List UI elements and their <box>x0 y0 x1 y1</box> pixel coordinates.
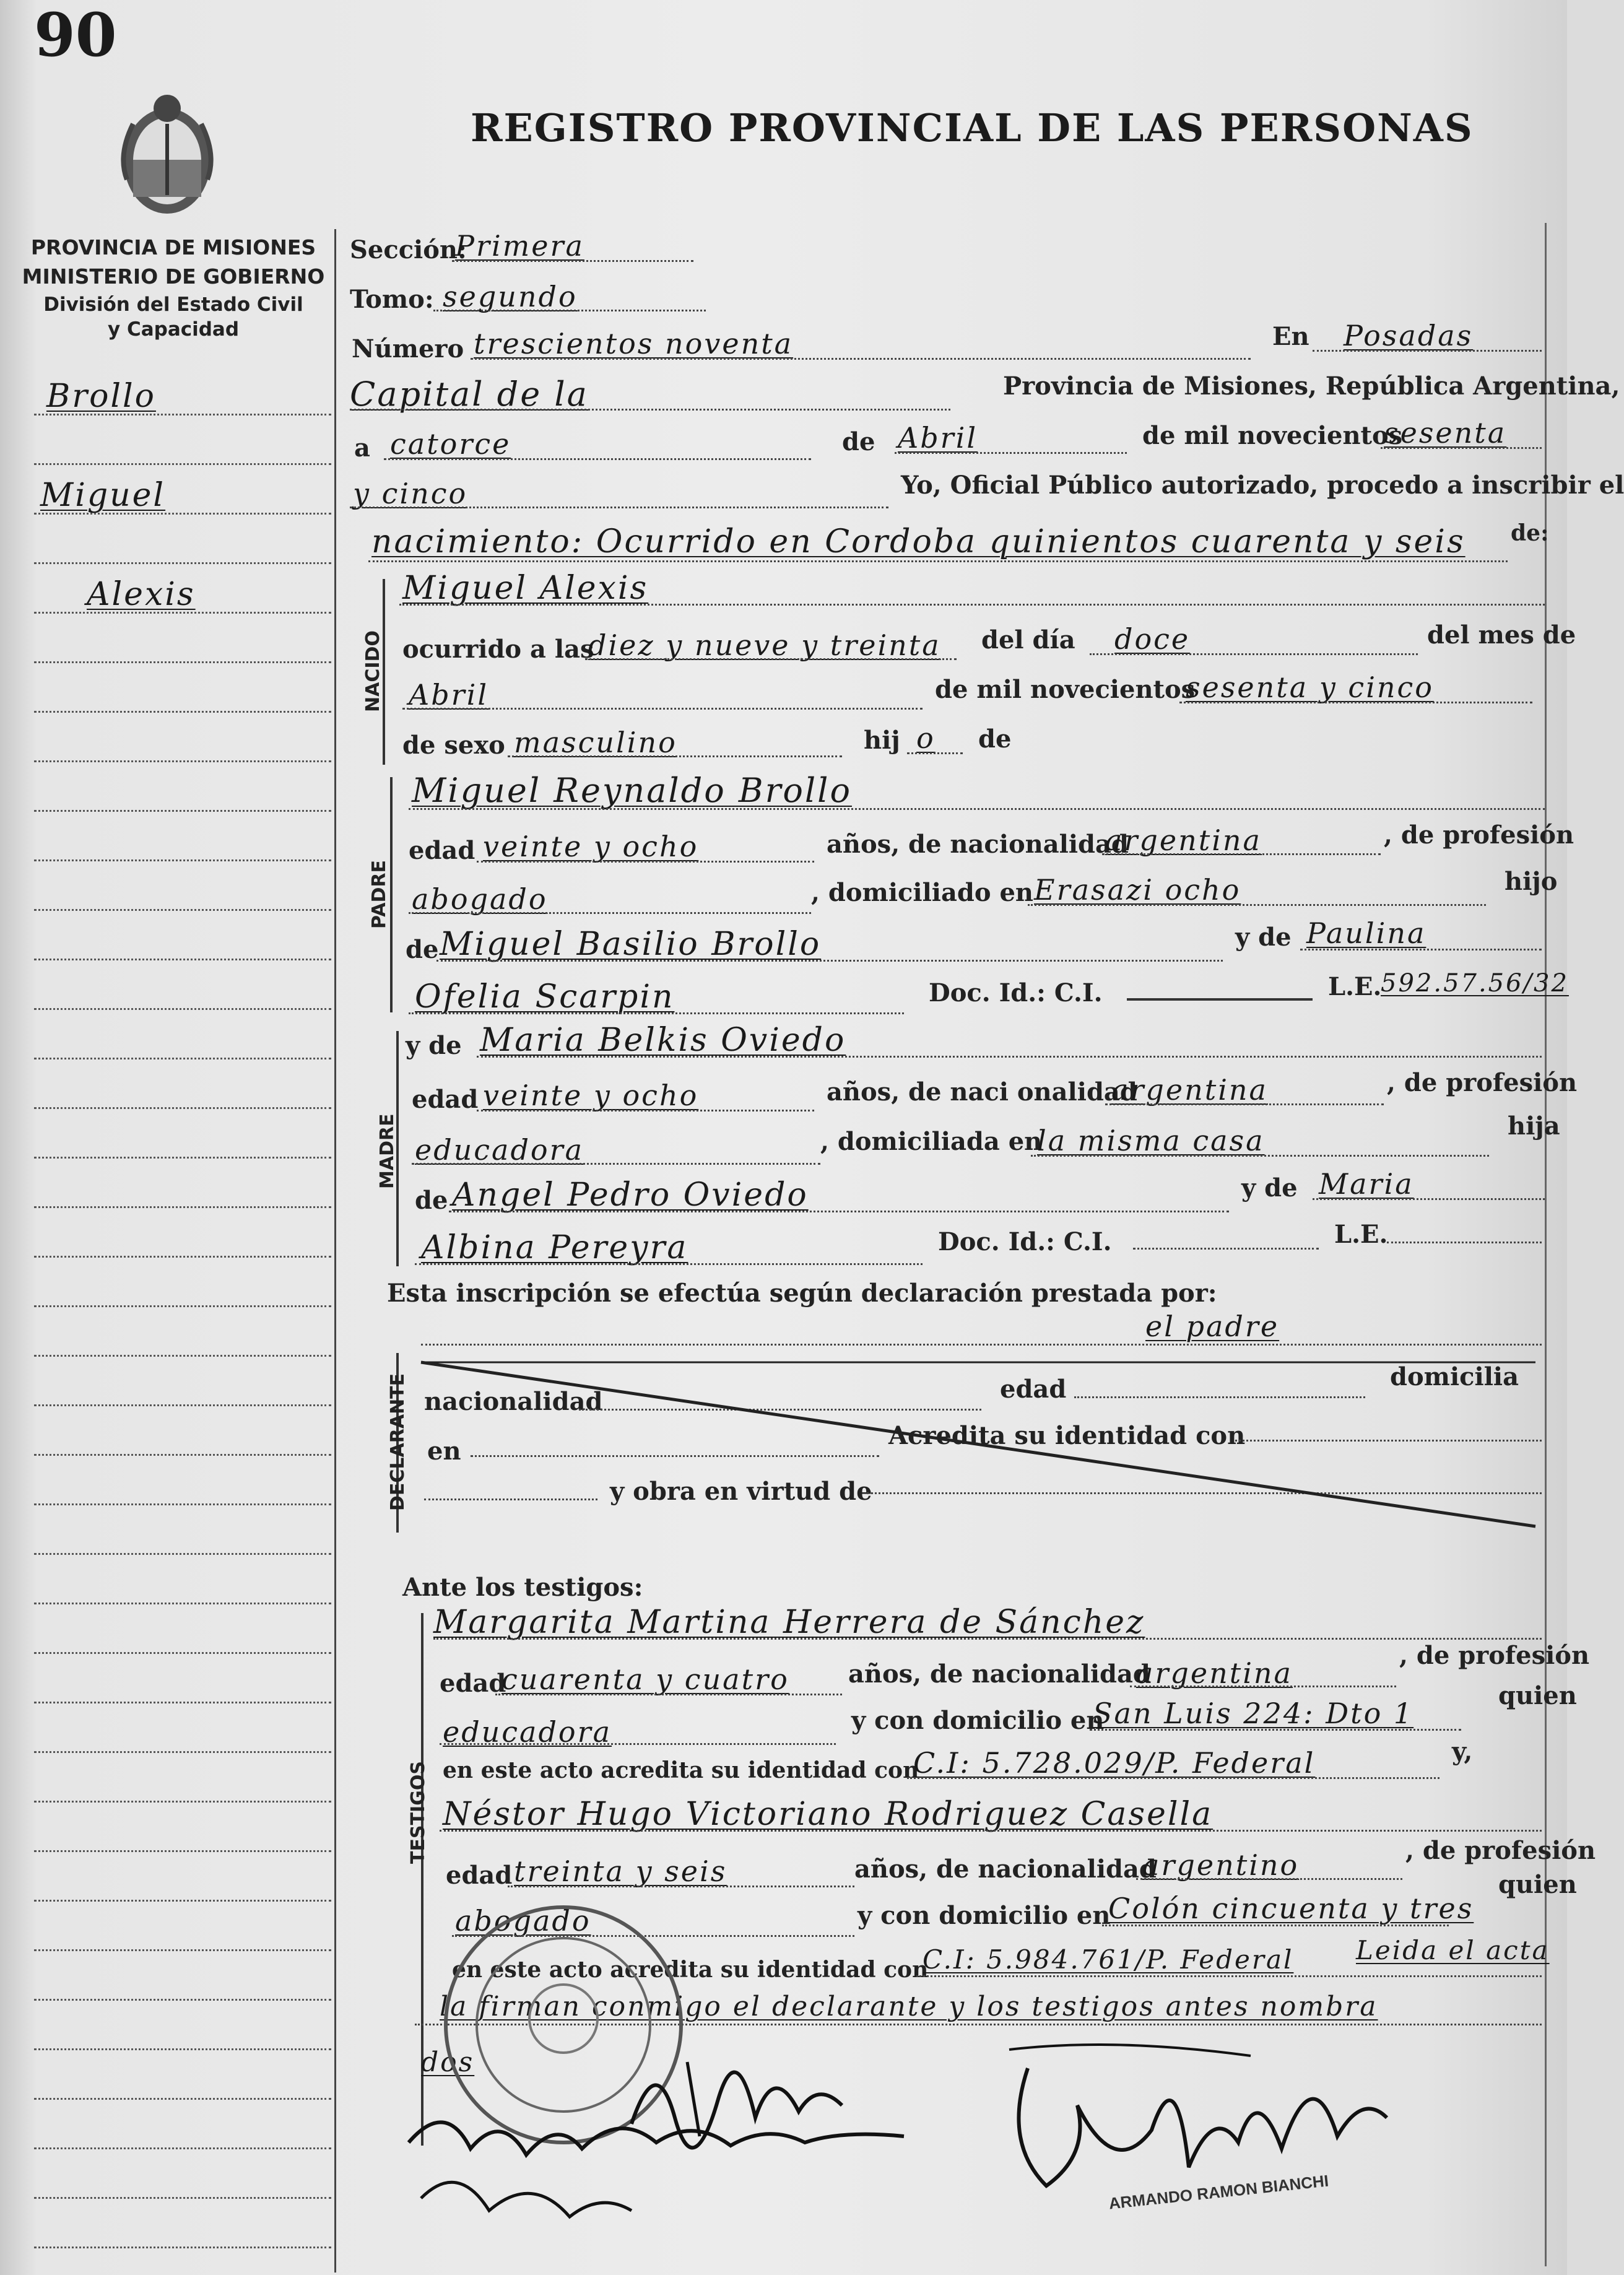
testigo1-y-label: y, <box>1452 1737 1473 1766</box>
madre-prof-value: educadora <box>415 1133 584 1167</box>
field-line <box>409 808 1545 810</box>
margin-line <box>34 711 331 713</box>
declarante-strike <box>396 1350 1548 1536</box>
mes-value: Abril <box>409 678 489 711</box>
margin-line <box>34 612 331 614</box>
margin-line <box>34 1454 331 1456</box>
testigo2-acredita-label: en este acto acredita su identidad con <box>452 1957 929 1983</box>
madre-dom-label: , domiciliada en <box>820 1127 1043 1156</box>
field-line <box>440 1830 1542 1832</box>
margin-line <box>34 859 331 861</box>
padre-label: PADRE <box>368 860 390 929</box>
declaracion-text: Esta inscripción se efectúa según declaración prestada por: <box>387 1279 1217 1308</box>
field-line <box>477 861 814 863</box>
field-line <box>477 1110 814 1111</box>
testigo1-dom-label: y con domicilio en <box>851 1706 1105 1735</box>
numero-label: Número <box>352 334 464 363</box>
day-value: catorce <box>390 427 511 461</box>
margin-line <box>34 1404 331 1406</box>
madre-nac-label: años, de naci onalidad <box>827 1077 1137 1107</box>
field-line <box>449 1211 1229 1212</box>
padre-bracket <box>390 777 393 1012</box>
margin-line <box>34 1801 331 1803</box>
madre-edad-label: edad <box>412 1085 479 1114</box>
madre-le-label: L.E. <box>1334 1220 1388 1249</box>
ante-testigos-label: Ante los testigos: <box>402 1573 643 1602</box>
year-prefix: de mil novecientos <box>1142 421 1403 450</box>
signature-witness-1 <box>396 2074 953 2260</box>
field-line <box>1031 1155 1489 1157</box>
field-line <box>471 358 1251 360</box>
padre-de-label: de <box>406 935 439 964</box>
field-line <box>1133 1248 1319 1250</box>
margin-line <box>34 1058 331 1059</box>
field-line <box>409 1012 904 1014</box>
field-line <box>409 912 811 914</box>
declarante-domicilia-label: domicilia <box>1390 1362 1519 1391</box>
margin-line <box>34 810 331 812</box>
testigo1-quien-label: quien <box>1498 1681 1577 1710</box>
document-title: REGISTRO PROVINCIAL DE LAS PERSONAS <box>471 105 1474 150</box>
padre-hijo-label: hijo <box>1505 867 1558 896</box>
madre-label: MADRE <box>376 1113 398 1189</box>
declarante-edad-label: edad <box>1000 1375 1067 1404</box>
margin-line <box>34 2197 331 2199</box>
de-colon-label: de: <box>1511 520 1549 546</box>
margin-line <box>34 2098 331 2100</box>
testigo2-prof-label: , de profesión <box>1405 1836 1596 1865</box>
margin-line <box>34 414 331 415</box>
margin-line <box>34 1850 331 1852</box>
closing-text-1: Leida el acta <box>1356 1935 1550 1965</box>
margin-line <box>34 463 331 465</box>
anio-label: de mil novecientos <box>935 675 1196 704</box>
closing-text-2: la firman conmigo el declarante y los testigos antes nombra <box>440 1991 1378 2022</box>
margin-line <box>34 1652 331 1654</box>
margin-line <box>34 1702 331 1703</box>
ocurrido-label: ocurrido a las <box>402 635 594 664</box>
field-line <box>1300 949 1542 950</box>
hijo-label: hij <box>864 726 900 755</box>
padre-prof-value: abogado <box>412 882 548 916</box>
field-line <box>399 604 1545 606</box>
abuelo-paterno-value: Miguel Basilio Brollo <box>440 926 822 963</box>
abuela-paterna-value: Paulina <box>1306 916 1426 950</box>
padre-edad-value: veinte y ocho <box>483 830 699 863</box>
closing-text-3: dos <box>421 2047 475 2078</box>
margin-line <box>34 1305 331 1307</box>
testigo1-prof-value: educadora <box>443 1715 612 1749</box>
margin-line <box>34 661 331 663</box>
margin-line <box>34 1900 331 1902</box>
margin-line <box>34 1157 331 1159</box>
margin-line <box>34 2247 331 2248</box>
a-label: a <box>354 433 370 463</box>
abuela-materna-value: Maria <box>1319 1167 1414 1201</box>
dia-value: doce <box>1114 622 1191 656</box>
testigo1-edad-value: cuarenta y cuatro <box>502 1663 789 1696</box>
testigo1-prof-label: , de profesión <box>1399 1641 1590 1670</box>
field-line <box>421 1344 1542 1346</box>
abuela-paterna-cont: Ofelia Scarpin <box>415 978 675 1016</box>
margin-line <box>34 1256 331 1258</box>
issuer-capacity: y Capacidad <box>107 318 240 341</box>
field-line <box>1179 702 1532 703</box>
margin-line <box>34 1603 331 1604</box>
field-line <box>1381 447 1542 449</box>
margin-line <box>34 562 331 564</box>
margin-line <box>34 1949 331 1951</box>
de-label: de <box>842 427 875 456</box>
issuer-ministry: MINISTERIO DE GOBIERNO <box>22 264 325 289</box>
testigo2-prof-value: abogado <box>455 1904 591 1938</box>
margin-line <box>34 2048 331 2050</box>
margin-line <box>34 1503 331 1505</box>
field-line <box>1090 1729 1461 1731</box>
field-line <box>1028 904 1486 906</box>
madre-doc-label: Doc. Id.: C.I. <box>938 1227 1112 1256</box>
field-line <box>895 452 1127 454</box>
testigos-label: TESTIGOS <box>407 1761 429 1864</box>
del-mes-label: del mes de <box>1427 620 1576 650</box>
coat-of-arms-icon <box>115 87 220 217</box>
provincia-text: Provincia de Misiones, República Argentina, <box>1003 372 1620 401</box>
testigo2-quien-label: quien <box>1498 1870 1577 1899</box>
testigo2-edad-value: treinta y seis <box>514 1855 727 1888</box>
field-line <box>384 458 811 460</box>
field-line <box>1127 998 1313 1001</box>
field-line <box>1102 1925 1449 1926</box>
madre-hija-label: hija <box>1508 1111 1560 1141</box>
anio-value: sesenta y cinco <box>1186 671 1434 704</box>
madre-y-de2-label: y de <box>1241 1173 1298 1203</box>
field-line <box>402 708 923 710</box>
field-line <box>1090 653 1418 655</box>
madre-name: Maria Belkis Oviedo <box>480 1022 846 1059</box>
margin-line <box>34 1355 331 1357</box>
oficial-text: Yo, Oficial Público autorizado, procedo a inscribir el <box>901 471 1624 500</box>
padre-nac-label: años, de nacionalidad <box>827 830 1129 859</box>
testigo2-id-value: C.I: 5.984.761/P. Federal <box>923 1944 1294 1975</box>
margin-line <box>34 1206 331 1208</box>
field-line <box>916 1975 1542 1977</box>
declarante-obra-label: y obra en virtud de <box>610 1477 872 1506</box>
field-line <box>508 1886 854 1887</box>
declarante-en-label: en <box>427 1437 461 1466</box>
field-line <box>585 658 957 660</box>
year-value: sesenta <box>1384 416 1507 450</box>
margin-line <box>34 2147 331 2149</box>
issuer-block <box>12 235 334 341</box>
padre-doc-label: Doc. Id.: C.I. <box>929 978 1103 1007</box>
margin-line <box>34 1553 331 1555</box>
margin-second-name: Alexis <box>87 576 196 613</box>
en-value: Posadas <box>1344 319 1474 352</box>
hijo-value: o <box>916 721 936 755</box>
field-line <box>350 507 888 508</box>
field-line <box>1313 1198 1545 1200</box>
testigo1-nac-label: años, de nacionalidad <box>848 1659 1150 1689</box>
inscripcion-value: nacimiento: Ocurrido en Cordoba quinientos cuarenta y seis <box>371 523 1466 560</box>
madre-nac-value: argentina <box>1111 1073 1268 1107</box>
margin-line <box>34 760 331 762</box>
field-line <box>1130 1686 1396 1687</box>
madre-de-label: de <box>415 1186 448 1215</box>
field-line <box>1102 853 1381 855</box>
tomo-label: Tomo: <box>350 285 434 314</box>
month-value: Abril <box>898 421 978 455</box>
margin-first-name: Miguel <box>40 477 166 514</box>
field-line <box>1387 1242 1542 1243</box>
abuelo-materno-value: Angel Pedro Oviedo <box>452 1177 809 1214</box>
padre-prof-label: , de profesión <box>1384 820 1574 850</box>
padre-le-value: 592.57.56/32 <box>1381 969 1569 998</box>
madre-dom-value: la misma casa <box>1037 1124 1265 1157</box>
field-line <box>907 752 963 754</box>
testigo1-nac-value: argentina <box>1136 1656 1293 1690</box>
tomo-value: segundo <box>443 280 578 313</box>
hijo-de-label: de <box>978 724 1012 754</box>
field-line <box>440 1743 836 1745</box>
field-line <box>495 1694 842 1695</box>
declarante-acredita-label: Acredita su identidad con <box>888 1421 1246 1450</box>
testigo1-name: Margarita Martina Herrera de Sánchez <box>433 1604 1145 1641</box>
madre-edad-value: veinte y ocho <box>483 1079 699 1112</box>
testigo2-nac-label: años, de nacionalidad <box>854 1855 1157 1884</box>
sexo-label: de sexo <box>402 731 505 760</box>
margin-line <box>34 1107 331 1109</box>
margin-line <box>34 909 331 911</box>
declarante-label: DECLARANTE <box>387 1373 409 1511</box>
field-line <box>350 409 950 411</box>
nacido-label: NACIDO <box>362 630 384 712</box>
field-line <box>436 960 1223 962</box>
declaracion-value: el padre <box>1145 1310 1280 1343</box>
field-line <box>1136 1878 1402 1880</box>
margin-surname: Brollo <box>46 378 156 415</box>
margin-line <box>34 1751 331 1753</box>
numero-value: trescientos noventa <box>474 327 794 360</box>
padre-edad-label: edad <box>409 836 475 865</box>
testigo2-edad-label: edad <box>446 1861 513 1890</box>
declarante-nacionalidad-label: nacionalidad <box>424 1387 603 1416</box>
padre-nac-value: argentina <box>1105 824 1262 857</box>
en-label: En <box>1272 322 1309 351</box>
margin-line <box>34 959 331 960</box>
del-dia-label: del día <box>981 625 1075 655</box>
field-line <box>433 310 706 311</box>
field-line <box>477 1056 1542 1058</box>
field-line <box>508 755 842 757</box>
testigo2-dom-value: Colón cincuenta y tres <box>1108 1892 1474 1925</box>
page-number: 90 <box>34 0 117 70</box>
madre-prof-label: , de profesión <box>1387 1068 1578 1097</box>
padre-le-label: L.E. <box>1328 972 1382 1001</box>
padre-y-de-label: y de <box>1235 923 1292 952</box>
field-line <box>452 260 693 262</box>
testigo2-dom-label: y con domicilio en <box>858 1901 1111 1930</box>
testigo1-dom-value: San Luis 224: Dto 1 <box>1093 1697 1414 1730</box>
testigo1-acredita-label: en este acto acredita su identidad con <box>443 1757 919 1783</box>
padre-name: Miguel Reynaldo Brollo <box>412 771 852 810</box>
abuela-materna-cont: Albina Pereyra <box>421 1229 688 1266</box>
field-line <box>415 1263 923 1265</box>
issuer-division: División del Estado Civil <box>43 294 303 316</box>
testigo2-nac-value: argentino <box>1142 1848 1300 1882</box>
testigo1-id-value: C.I: 5.728.029/P. Federal <box>913 1746 1316 1780</box>
sexo-value: masculino <box>514 726 677 759</box>
testigo1-edad-label: edad <box>440 1669 506 1698</box>
padre-dom-value: Erasazi ocho <box>1034 873 1241 907</box>
madre-y-de-label: y de <box>406 1031 462 1060</box>
left-margin-rule <box>334 229 336 2273</box>
margin-line <box>34 1008 331 1010</box>
margin-line <box>34 1999 331 2001</box>
field-line <box>1313 350 1542 352</box>
issuer-province: PROVINCIA DE MISIONES <box>30 235 316 259</box>
margin-line <box>34 513 331 515</box>
year-value-cont: y cinco <box>353 477 468 510</box>
hora-value: diez y nueve y treinta <box>588 629 941 662</box>
seccion-value: Primera <box>455 229 584 263</box>
capital-value: Capital de la <box>350 375 589 414</box>
seccion-label: Sección: <box>350 235 467 264</box>
field-line <box>907 1777 1439 1779</box>
padre-dom-label: , domiciliado en <box>811 878 1033 907</box>
signature-witness-2-and-official <box>991 2019 1461 2204</box>
official-name-stamp: ARMANDO RAMON BIANCHI <box>1108 2171 1330 2213</box>
field-line <box>433 1638 1542 1640</box>
field-line <box>368 560 1508 562</box>
testigo2-name: Néstor Hugo Victoriano Rodriguez Casella <box>443 1796 1214 1833</box>
field-line <box>412 1163 820 1165</box>
field-line <box>1105 1103 1384 1105</box>
nacido-name: Miguel Alexis <box>402 570 649 607</box>
